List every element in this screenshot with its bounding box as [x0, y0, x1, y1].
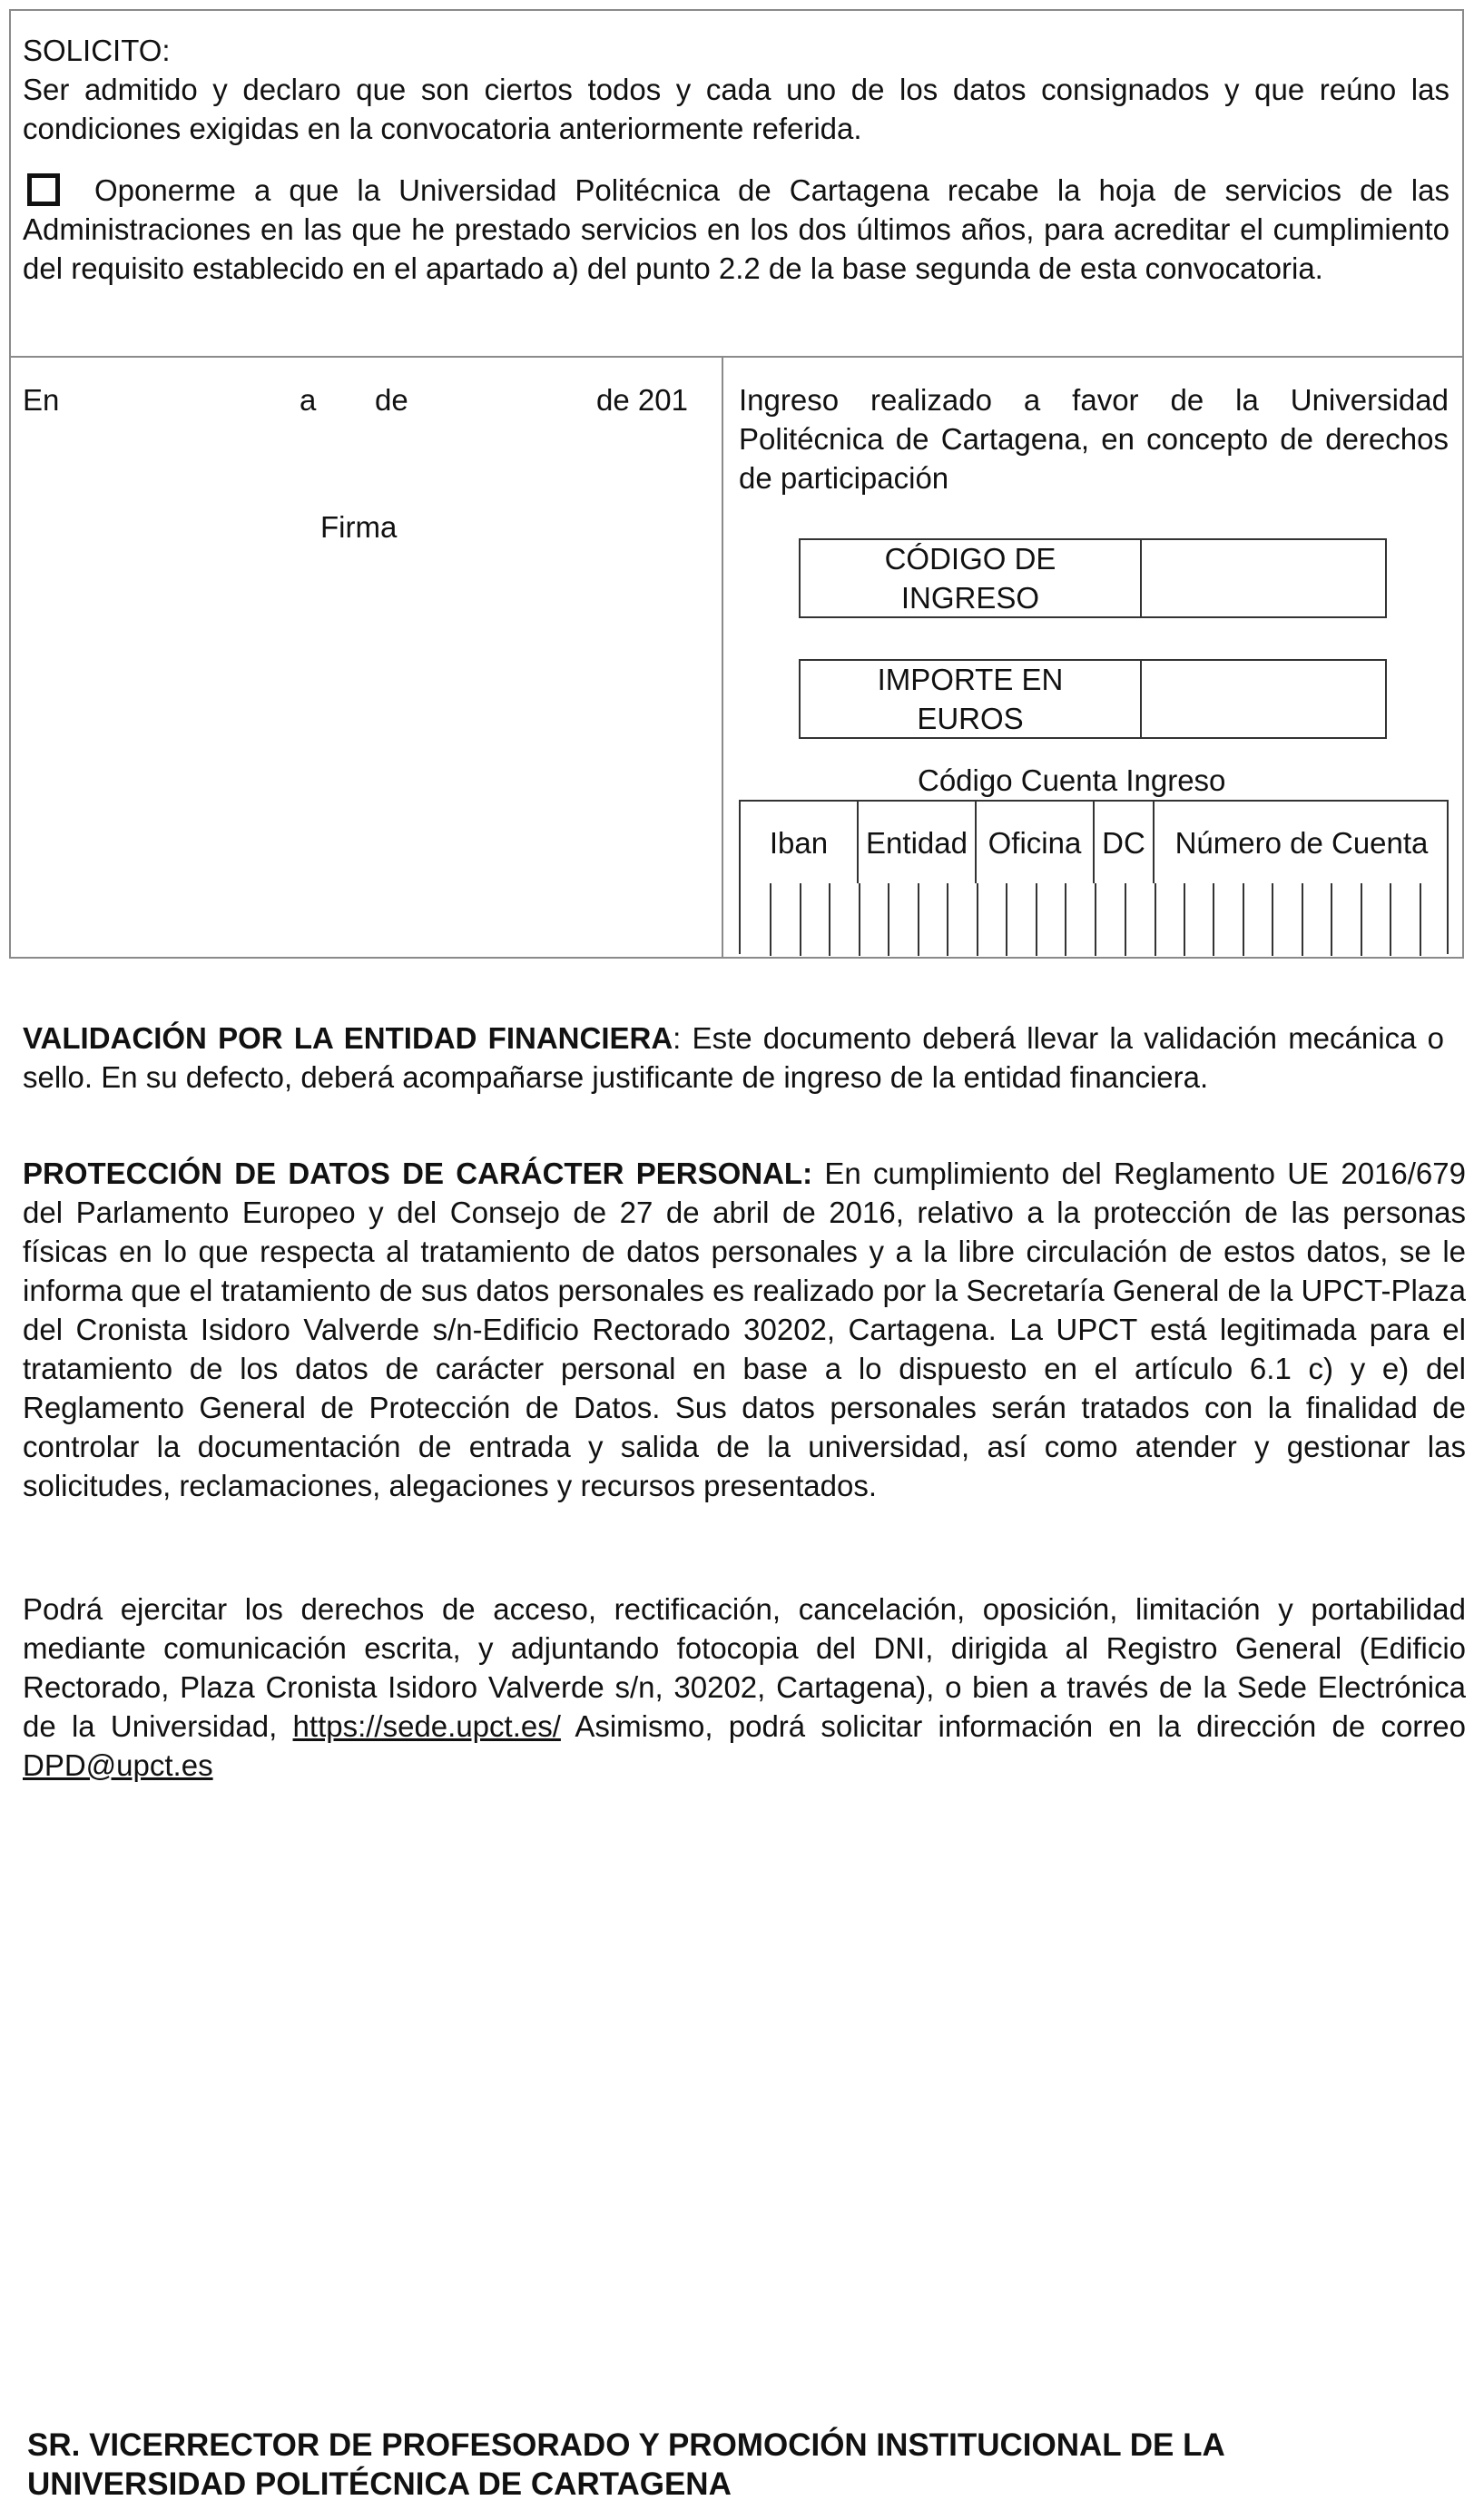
importe-euros-field[interactable] [1142, 661, 1385, 737]
account-col-oficina: Oficina [977, 802, 1095, 883]
solicito-declaration: Ser admitido y declaro que son ciertos todos y cada uno de los datos consignados y que reúno las condiciones exigidas en la convocatoria anteriormente referida. [23, 73, 1449, 145]
account-digit-cells[interactable] [741, 883, 1447, 956]
sede-link[interactable]: https://sede.upct.es/ [292, 1709, 561, 1743]
digit-divider [1155, 883, 1156, 956]
section-divider [722, 358, 723, 959]
account-col-entidad: Entidad [859, 802, 977, 883]
place-label: En [23, 383, 60, 417]
codigo-ingreso-box [799, 538, 1387, 618]
oposicion-text: Oponerme a que la Universidad Politécnica de Cartagena recabe la hoja de servicios de las Administraciones en las que he prestado servicios en los dos últimos años, para acreditar el cumplimiento del requisito establecido en el apartado a) del punto 2.2 de la base segunda de esta convocatoria. [23, 173, 1449, 285]
account-title: Código Cuenta Ingreso [918, 763, 1226, 797]
digit-divider [1184, 883, 1185, 956]
digit-divider [1243, 883, 1244, 956]
digit-divider [1095, 883, 1096, 956]
digit-divider [977, 883, 978, 956]
digit-divider [888, 883, 889, 956]
validacion-paragraph [23, 1019, 1444, 1097]
addressee [27, 2426, 1443, 2504]
month-label: de [375, 383, 408, 417]
day-label: a [300, 383, 317, 417]
codigo-ingreso-field[interactable] [1142, 540, 1385, 616]
digit-divider [770, 883, 771, 956]
digit-divider [1125, 883, 1126, 956]
proteccion-title: PROTECCIÓN DE DATOS DE CARÁCTER PERSONAL: [23, 1157, 813, 1190]
digit-divider [1036, 883, 1037, 956]
email-link[interactable]: DPD@upct.es [23, 1748, 213, 1782]
solicito-heading: SOLICITO: [23, 34, 171, 67]
digit-divider [1331, 883, 1332, 956]
derechos-paragraph [23, 1590, 1466, 1785]
account-number-grid [739, 800, 1449, 954]
digit-divider [1420, 883, 1421, 956]
signature-label: Firma [320, 510, 398, 544]
oposicion-paragraph [23, 171, 1449, 288]
digit-divider [918, 883, 919, 956]
account-col-iban: Iban [741, 802, 859, 883]
oposicion-checkbox[interactable] [27, 173, 60, 206]
digit-divider [859, 883, 860, 956]
digit-divider [800, 883, 801, 956]
addressee-line-2: UNIVERSIDAD POLITÉCNICA DE CARTAGENA [27, 2466, 732, 2502]
derechos-text-2: Asimismo, podrá solicitar información en la dirección de correo [560, 1709, 1466, 1743]
addressee-line-1: SR. VICERRECTOR DE PROFESORADO Y PROMOCIÓN INSTITUCIONAL DE LA [27, 2427, 1225, 2463]
digit-divider [1006, 883, 1007, 956]
derechos-text: Podrá ejercitar los derechos de acceso, rectificación, cancelación, oposición, limitación y portabilidad mediante comunicación escrita, y adjuntando fotocopia del DNI, dirigida al Registro General (Edificio Rectorado, Plaza Cronista Isidoro Valverde s/n, 30202, Cartagena), o bien a través de la Sede Electrónica de la Universidad, [23, 1592, 1466, 1743]
account-col-dc: DC [1095, 802, 1155, 883]
digit-divider [947, 883, 948, 956]
digit-divider [1361, 883, 1362, 956]
digit-divider [1302, 883, 1303, 956]
digit-divider [1065, 883, 1066, 956]
year-label: de 201 [596, 383, 688, 417]
proteccion-paragraph [23, 1154, 1466, 1505]
account-col-numero: Número de Cuenta [1174, 825, 1429, 860]
validacion-text: : Este documento deberá llevar la validación mecánica o sello. En su defecto, deberá acompañarse justificante de ingreso de la entidad financiera. [23, 1021, 1444, 1094]
digit-divider [1272, 883, 1273, 956]
digit-divider [829, 883, 830, 956]
payment-intro: Ingreso realizado a favor de la Universidad Politécnica de Cartagena, en concepto de derechos de participación [739, 383, 1449, 495]
importe-euros-label: IMPORTE EN EUROS [801, 661, 1142, 737]
digit-divider [1213, 883, 1214, 956]
importe-euros-box [799, 659, 1387, 739]
proteccion-text: En cumplimiento del Reglamento UE 2016/679 del Parlamento Europeo y del Consejo de 27 de abril de 2016, relativo a la protección de las personas físicas en lo que respecta al tratamiento de datos personales y a la libre circulación de estos datos, se le informa que el tratamiento de sus datos personales es realizado por la Secretaría General de la UPCT-Plaza del Cronista Isidoro Valverde s/n-Edificio Rectorado 30202, Cartagena. La UPCT está legitimada para el tratamiento de los datos de carácter personal en base a lo dispuesto en el artículo 6.1 c) y e) del Reglamento General de Protección de Datos. Sus datos personales serán tratados con la finalidad de controlar la documentación de entrada y salida de la universidad, así como atender y gestionar las solicitudes, reclamaciones, alegaciones y recursos presentados. [23, 1157, 1466, 1502]
validacion-title: VALIDACIÓN POR LA ENTIDAD FINANCIERA [23, 1021, 673, 1055]
digit-divider [1390, 883, 1391, 956]
codigo-ingreso-label: CÓDIGO DE INGRESO [801, 540, 1142, 616]
